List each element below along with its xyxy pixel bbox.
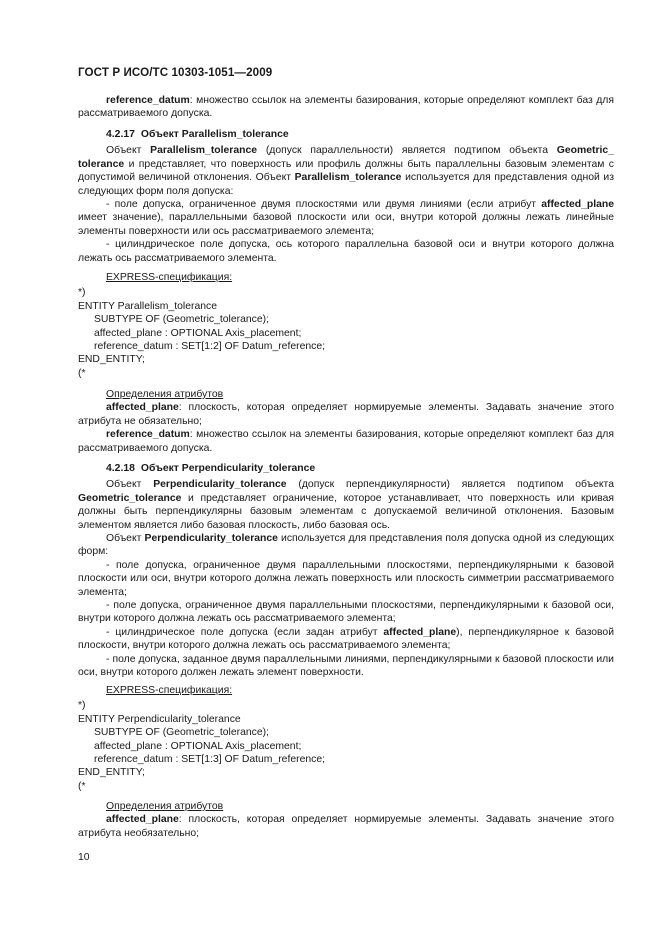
list-item: - поле допуска, заданное двумя параллельными линиями, перпендикулярными к базовой плоскости или оси, внутри которого должен лежать элемент поверхности.: [78, 653, 614, 679]
code-line: SUBTYPE OF (Geometric_tolerance);: [94, 314, 269, 326]
code-block: [78, 286, 614, 380]
page-number: 10: [78, 852, 90, 863]
intro-block: [78, 94, 614, 121]
express-label: EXPRESS-спецификация:: [106, 685, 233, 696]
code-line: reference_datum : SET[1:3] OF Datum_reference;: [94, 754, 326, 766]
list-item: - поле допуска, ограниченное двумя параллельными плоскостями, перпендикулярными к базовой плоскости или оси, внутри которого должна лежать поверхность или плоскость симметрии рассматриваемого элемента;: [78, 559, 614, 598]
paragraph: [78, 94, 614, 121]
attr-defs-1: [78, 388, 614, 455]
term: reference_datum: [106, 95, 190, 106]
paragraph: Объект Perpendicularity_tolerance используется для представления поля допуска одной из следующих форм:: [78, 533, 614, 558]
paragraph: Объект Perpendicularity_tolerance (допуск перпендикулярности) является подтипом объекта Geometric_tolerance и представляет ограничение, которое устанавливает, что поверхность или кривая должны быть перпендикулярны базовым элементам с допускаемой величиной отклонения. Базовым элементом является либо базовая плоскость, либо базовая ось.: [78, 479, 614, 531]
section-4-2-17: [78, 125, 614, 265]
paragraph-text: : множество ссылок на элементы базирования, которые определяют комплект баз для рассматриваемого допуска.: [78, 95, 614, 120]
list-item: - поле допуска, ограниченное двумя плоскостями или двумя линиями (если атрибут affected_plane имеет значение), параллельными базовой плоскости или оси, внутри которой должны лежать линейные элементы поверхности или ось рассматриваемого элемента;: [78, 199, 614, 237]
section-number: 4.2.18: [106, 463, 135, 474]
code-line: ENTITY Perpendicularity_tolerance: [78, 713, 241, 725]
code-line: *): [78, 700, 86, 712]
document-header: ГОСТ Р ИСО/ТС 10303-1051—2009: [78, 66, 273, 79]
code-line: ENTITY Parallelism_tolerance: [78, 300, 217, 312]
express-label: EXPRESS-спецификация:: [106, 272, 233, 283]
section-number: 4.2.17: [106, 129, 135, 140]
code-line: END_ENTITY;: [78, 354, 145, 366]
express-spec-1: [78, 271, 614, 380]
list-item: - цилиндрическое поле допуска, ось которого параллельна базовой оси и внутри которого должна лежать ось рассматриваемого элемента.: [78, 239, 614, 264]
section-heading: [78, 462, 614, 475]
attr-defs-2: [78, 800, 614, 840]
code-line: reference_datum : SET[1:2] OF Datum_reference;: [94, 341, 326, 353]
code-line: affected_plane : OPTIONAL Axis_placement;: [94, 740, 302, 752]
list-item: - цилиндрическое поле допуска (если задан атрибут affected_plane), перпендикулярное к базовой плоскости, внутри которого должна лежать ось рассматриваемого элемента;: [78, 626, 614, 652]
code-line: *): [78, 287, 86, 299]
paragraph: affected_plane: плоскость, которая определяет нормируемые элементы. Задавать значение этого атрибута не обязательно;: [78, 402, 614, 427]
code-block: [78, 699, 614, 793]
express-spec-2: [78, 684, 614, 793]
code-line: END_ENTITY;: [78, 767, 145, 779]
paragraph: reference_datum: множество ссылок на элементы базирования, которые определяют комплект баз для рассматриваемого допуска.: [78, 429, 614, 454]
list-item: - поле допуска, ограниченное двумя параллельными плоскостями, перпендикулярными к базовой оси, внутри которого должна лежать ось рассматриваемого элемента;: [78, 600, 614, 625]
attr-label: Определения атрибутов: [106, 389, 224, 400]
attr-label: Определения атрибутов: [106, 801, 224, 812]
code-line: (*: [78, 367, 86, 379]
code-line: affected_plane : OPTIONAL Axis_placement;: [94, 327, 302, 339]
section-heading: [78, 128, 614, 141]
paragraph: affected_plane: плоскость, которая определяет нормируемые элементы. Задавать значение этого атрибута необязательно;: [78, 814, 614, 839]
code-line: SUBTYPE OF (Geometric_tolerance);: [94, 727, 269, 739]
code-line: (*: [78, 780, 86, 792]
section-4-2-18: [78, 459, 614, 680]
section-title: Объект Perpendicularity_tolerance: [140, 463, 316, 474]
section-title: Объект Parallelism_tolerance: [140, 129, 289, 140]
paragraph: Объект Parallelism_tolerance (допуск параллельности) является подтипом объекта Geometric_ tolerance и представляет, что поверхность или профиль должны быть параллельны базовым элементам с допустимой величиной отклонения. Объект Parallelism_tolerance используется для представления одной из следующих форм поля допуска:: [78, 145, 614, 197]
